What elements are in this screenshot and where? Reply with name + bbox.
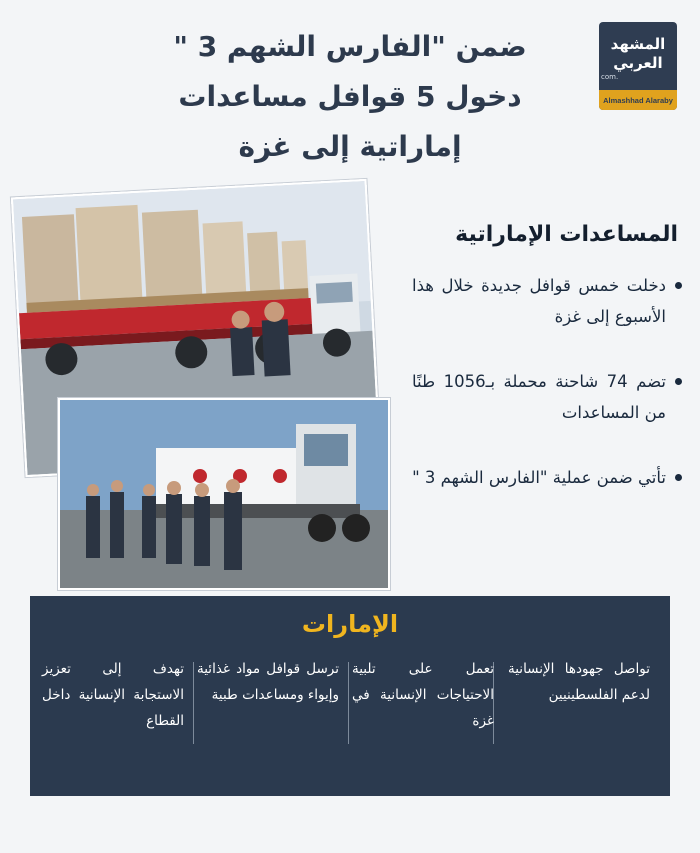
logo-domain: com. xyxy=(601,73,619,81)
logo-latin: Almashhad Alaraby xyxy=(603,96,673,105)
panel-column-3: ترسل قوافل مواد غذائية وإيواء ومساعدات طبية xyxy=(197,661,339,703)
panel-column-2: تعمل على تلبية الاحتياجات الإنسانية في غزة xyxy=(352,661,494,729)
panel-column-1: تواصل جهودها الإنسانية لدعم الفلسطينيين xyxy=(508,661,650,703)
logo-line-1: المشهد xyxy=(610,35,666,53)
bullet-list xyxy=(412,270,682,527)
aid-team-illustration xyxy=(60,400,388,588)
uae-panel xyxy=(30,596,670,796)
headline xyxy=(120,22,580,172)
panel-divider xyxy=(193,662,194,744)
panel-column-4: تهدف إلى تعزيز الاستجابة الإنسانية داخل القطاع xyxy=(42,661,184,729)
headline-line-1: ضمن "الفارس الشهم 3 " xyxy=(173,30,527,63)
panel-title: الإمارات xyxy=(301,610,399,638)
logo-line-2: العربي xyxy=(613,54,663,72)
panel-divider xyxy=(348,662,349,744)
bullet-item: دخلت خمس قوافل جديدة خلال هذا الأسبوع إلى غزة xyxy=(412,270,682,332)
section-title: المساعدات الإماراتية xyxy=(455,222,678,247)
site-logo xyxy=(599,22,677,110)
bullet-item: تضم 74 شاحنة محملة بـ1056 طنًا من المساعدات xyxy=(412,366,682,428)
headline-line-3: إماراتية إلى غزة xyxy=(238,130,462,163)
headline-line-2: دخول 5 قوافل مساعدات xyxy=(178,80,522,113)
bullet-item: تأتي ضمن عملية "الفارس الشهم 3 " xyxy=(412,462,682,493)
photo-aid-team xyxy=(58,398,390,590)
